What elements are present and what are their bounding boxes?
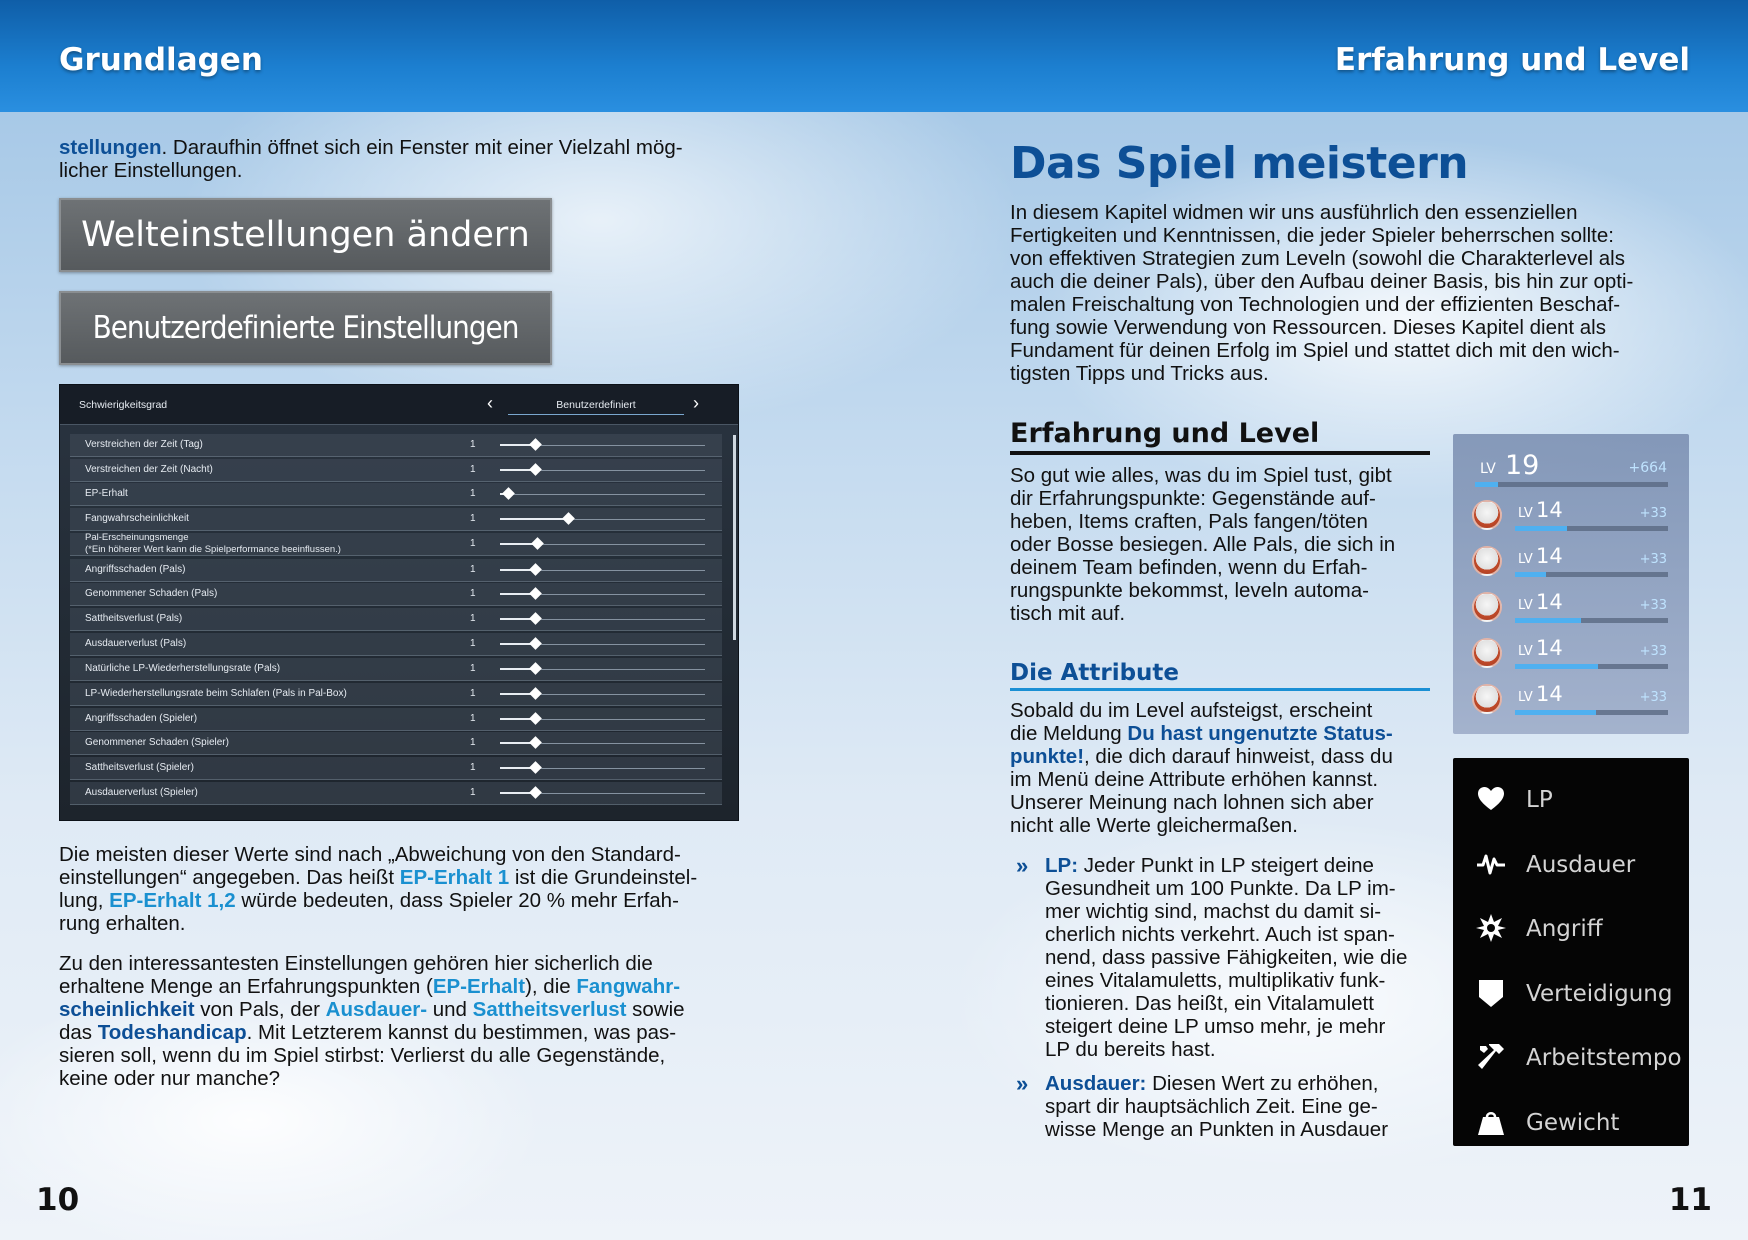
text: Die meisten dieser Werte sind nach „Abweichung von den Standard-	[59, 843, 681, 866]
scrollbar[interactable]	[733, 435, 736, 640]
slider-handle[interactable]	[502, 487, 515, 500]
chevron-left-icon[interactable]: ‹	[487, 393, 493, 413]
burst-icon	[1475, 912, 1507, 944]
text-line: wisse Menge an Punkten in Ausdauer	[1045, 1118, 1389, 1141]
pal-exp-fill	[1515, 526, 1567, 531]
shield-icon	[1475, 977, 1507, 1009]
intro-paragraph	[59, 136, 739, 182]
player-level: 19	[1505, 450, 1540, 481]
pal-lamball-icon	[1472, 638, 1502, 668]
pal-chikipi-icon	[1472, 684, 1502, 714]
custom-settings-button[interactable]: Benutzerdefinierte Einstellungen	[59, 291, 552, 365]
text: lung,	[59, 889, 110, 912]
text-line: So gut wie alles, was du im Spiel tust, gibt	[1010, 464, 1392, 487]
highlight: Fangwahr-	[576, 975, 681, 998]
setting-row[interactable]	[70, 533, 722, 556]
setting-row[interactable]	[70, 683, 722, 706]
setting-row[interactable]	[70, 608, 722, 631]
setting-label: Genommener Schaden (Pals)	[85, 588, 218, 599]
setting-row[interactable]	[70, 483, 722, 506]
text: , die dich darauf hinweist, dass du	[1084, 745, 1393, 768]
attribute-ausdauer[interactable]	[1453, 840, 1689, 890]
pal-exp-gain: +33	[1639, 690, 1667, 705]
setting-value: 1	[470, 663, 476, 674]
difficulty-label: Schwierigkeitsgrad	[79, 399, 168, 411]
settings-header	[60, 385, 739, 425]
text-line: tigsten Tipps und Tricks aus.	[1010, 362, 1269, 385]
text: einstellungen“ angegeben. Das heißt	[59, 866, 400, 889]
setting-label: Ausdauerverlust (Spieler)	[85, 787, 198, 798]
pal-exp-fill	[1515, 710, 1596, 715]
slider-handle[interactable]	[529, 761, 542, 774]
slider-fill	[500, 518, 568, 520]
text: das	[59, 1021, 98, 1044]
level-prefix: LV	[1480, 461, 1496, 477]
level-prefix: LV	[1518, 552, 1533, 567]
setting-value: 1	[470, 638, 476, 649]
setting-row[interactable]	[70, 559, 722, 582]
setting-row[interactable]	[70, 658, 722, 681]
bullet-marker: »	[1016, 853, 1029, 878]
setting-label: Natürliche LP-Wiederherstellungsrate (Pals)	[85, 663, 281, 674]
setting-label: Verstreichen der Zeit (Nacht)	[85, 464, 213, 475]
attribute-gewicht[interactable]	[1453, 1098, 1689, 1148]
slider-handle[interactable]	[529, 463, 542, 476]
slider-handle[interactable]	[529, 587, 542, 600]
experience-paragraph	[1010, 464, 1430, 625]
pal-exp-fill	[1515, 664, 1598, 669]
setting-label: Ausdauerverlust (Pals)	[85, 638, 187, 649]
text-line: In diesem Kapitel widmen wir uns ausführlich den essenziellen	[1010, 201, 1578, 224]
text-line: fung sowie Verwendung von Ressourcen. Dieses Kapitel dient als	[1010, 316, 1606, 339]
values-paragraph	[59, 843, 749, 935]
slider-handle[interactable]	[562, 512, 575, 525]
text-line: Diesen Wert zu erhöhen,	[1146, 1072, 1379, 1095]
pal-exp-fill	[1515, 572, 1546, 577]
pal-direhowl-icon	[1472, 546, 1502, 576]
setting-value: 1	[470, 713, 476, 724]
highlight: EP-Erhalt 1	[399, 866, 510, 889]
text-line: malen Freischaltung von Technologien und der effizienten Beschaf-	[1010, 293, 1621, 316]
text: sowie	[626, 998, 685, 1021]
bullet-marker: »	[1016, 1071, 1029, 1096]
attribute-label: LP	[1526, 787, 1553, 813]
pal-row	[1453, 679, 1689, 723]
difficulty-value[interactable]: Benutzerdefiniert	[508, 399, 684, 415]
text: Zu den interessantesten Einstellungen gehören hier sicherlich die	[59, 952, 653, 975]
setting-row[interactable]	[70, 782, 722, 805]
text-line: auch die deiner Pals), über den Aufbau deiner Basis, bis hin zur opti-	[1010, 270, 1634, 293]
text-line: oder Bosse besiegen. Alle Pals, die sich in	[1010, 533, 1396, 556]
pal-level: 14	[1536, 498, 1563, 522]
setting-row[interactable]	[70, 459, 722, 482]
header-right-title: Erfahrung und Level	[1334, 42, 1690, 78]
slider-handle[interactable]	[529, 563, 542, 576]
setting-value: 1	[470, 613, 476, 624]
setting-value: 1	[470, 588, 476, 599]
slider-handle[interactable]	[529, 612, 542, 625]
setting-value: 1	[470, 737, 476, 748]
interesting-settings-paragraph	[59, 952, 749, 1090]
text-line: dir Erfahrungspunkte: Gegenstände auf-	[1010, 487, 1376, 510]
text: erhaltene Menge an Erfahrungspunkten (	[59, 975, 433, 998]
text-line: Fertigkeiten und Kenntnissen, die jeder Spieler beherrschen sollte:	[1010, 224, 1614, 247]
text: keine oder nur manche?	[59, 1067, 281, 1090]
settings-panel	[59, 384, 739, 821]
intro-text-2: licher Einstellungen.	[59, 159, 243, 182]
attribute-lp[interactable]	[1453, 775, 1689, 825]
setting-row[interactable]	[70, 633, 722, 656]
setting-label-note: (*Ein höherer Wert kann die Spielperformance beeinflussen.)	[85, 544, 341, 555]
setting-value: 1	[470, 488, 476, 499]
text: würde bedeuten, dass Spieler 20 % mehr Erfah-	[235, 889, 679, 912]
setting-label: Angriffsschaden (Spieler)	[85, 713, 198, 724]
player-exp-bar	[1475, 482, 1668, 487]
pal-row	[1453, 633, 1689, 677]
text: von Pals, der	[194, 998, 326, 1021]
attribute-arbeitstempo[interactable]	[1453, 1033, 1689, 1083]
section-title: Erfahrung und Level	[1010, 418, 1430, 455]
highlight: scheinlichkeit	[59, 998, 195, 1021]
player-exp-fill	[1475, 482, 1498, 487]
level-prefix: LV	[1518, 506, 1533, 521]
slider-handle[interactable]	[529, 438, 542, 451]
highlight: Du hast ungenutzte Status-	[1127, 722, 1393, 745]
setting-value: 1	[470, 538, 476, 549]
setting-label: Verstreichen der Zeit (Tag)	[85, 439, 203, 450]
text-line: steigert deine LP umso mehr, je mehr	[1045, 1015, 1386, 1038]
text: Sobald du im Level aufsteigst, erscheint	[1010, 699, 1373, 722]
world-settings-button[interactable]: Welteinstellungen ändern	[59, 198, 552, 272]
text-line: Fundament für deinen Erfolg im Spiel und stattet dich mit den wich-	[1010, 339, 1620, 362]
setting-value: 1	[470, 762, 476, 773]
intro-highlight: stellungen	[59, 136, 162, 159]
text: im Menü deine Attribute erhöhen kannst.	[1010, 768, 1379, 791]
text-line: spart dir hauptsächlich Zeit. Eine ge-	[1045, 1095, 1378, 1118]
level-prefix: LV	[1518, 690, 1533, 705]
setting-label: Sattheitsverlust (Pals)	[85, 613, 183, 624]
pal-level: 14	[1536, 544, 1563, 568]
chevron-right-icon[interactable]: ›	[693, 393, 699, 413]
text: die Meldung	[1010, 722, 1128, 745]
chapter-title: Das Spiel meistern	[1010, 138, 1469, 189]
setting-label: Genommener Schaden (Spieler)	[85, 737, 229, 748]
pal-row	[1453, 587, 1689, 631]
chapter-intro	[1010, 201, 1690, 385]
setting-value: 1	[470, 688, 476, 699]
level-panel	[1453, 434, 1689, 734]
setting-value: 1	[470, 439, 476, 450]
bag-icon	[1475, 1106, 1507, 1138]
attributes-paragraph	[1010, 699, 1430, 837]
slider-track[interactable]	[500, 494, 705, 495]
pal-exp-gain: +33	[1639, 506, 1667, 521]
text: . Mit Letzterem kannst du bestimmen, was pas-	[246, 1021, 677, 1044]
pal-row	[1453, 495, 1689, 539]
setting-row[interactable]	[70, 732, 722, 755]
slider-handle[interactable]	[529, 662, 542, 675]
setting-label-main: Pal-Erscheinungsmenge	[85, 532, 189, 543]
subsection-title: Die Attribute	[1010, 660, 1430, 691]
text: rung erhalten.	[59, 912, 186, 935]
setting-label: Sattheitsverlust (Spieler)	[85, 762, 194, 773]
attribute-angriff[interactable]	[1453, 904, 1689, 954]
text-line: von effektiven Strategien zum Leveln (sowohl die Charakterlevel als	[1010, 247, 1625, 270]
highlight: Todeshandicap	[97, 1021, 247, 1044]
text: ist die Grundeinstel-	[509, 866, 698, 889]
text-line: nend, dass passive Fähigkeiten, wie die	[1045, 946, 1408, 969]
text-line: mer wichtig sind, machst du damit si-	[1045, 900, 1382, 923]
bullet-text	[1045, 1072, 1440, 1141]
text-line: LP du bereits hast.	[1045, 1038, 1216, 1061]
text: nicht alle Werte gleichermaßen.	[1010, 814, 1298, 837]
text: ), die	[525, 975, 577, 998]
setting-label: Fangwahrscheinlichkeit	[85, 513, 189, 524]
setting-label: EP-Erhalt	[85, 488, 128, 499]
pulse-icon	[1475, 848, 1507, 880]
highlight: EP-Erhalt 1,2	[109, 889, 236, 912]
attributes-panel	[1453, 758, 1689, 1146]
pal-exp-gain: +33	[1639, 552, 1667, 567]
attribute-label: Gewicht	[1526, 1109, 1620, 1136]
pal-exp-gain: +33	[1639, 644, 1667, 659]
pal-foxparks-icon	[1472, 592, 1502, 622]
player-level-row	[1453, 434, 1689, 486]
bullet-text	[1045, 854, 1440, 1061]
text-line: tionieren. Das heißt, ein Vitalamulett	[1045, 992, 1374, 1015]
pal-level: 14	[1536, 682, 1563, 706]
pal-row	[1453, 541, 1689, 585]
text-line: Gesundheit um 100 Punkte. Da LP im-	[1045, 877, 1396, 900]
setting-row[interactable]	[70, 757, 722, 780]
pal-exp-fill	[1515, 618, 1581, 623]
header-left-title: Grundlagen	[59, 42, 263, 78]
setting-value: 1	[470, 564, 476, 575]
setting-row[interactable]	[70, 708, 722, 731]
text-line: rungspunkte bekommst, leveln automa-	[1010, 579, 1369, 602]
pal-exp-gain: +33	[1639, 598, 1667, 613]
slider-handle[interactable]	[529, 687, 542, 700]
hammer-icon	[1475, 1041, 1507, 1073]
setting-row[interactable]	[70, 434, 722, 457]
pal-level: 14	[1536, 636, 1563, 660]
text-line: deinem Team befinden, wenn du Erfah-	[1010, 556, 1368, 579]
setting-label	[85, 532, 341, 556]
slider-handle[interactable]	[529, 637, 542, 650]
text-line: heben, Items craften, Pals fangen/töten	[1010, 510, 1368, 533]
text: sieren soll, wenn du im Spiel stirbst: Verlierst du alle Gegenstände,	[59, 1044, 666, 1067]
slider-handle[interactable]	[529, 736, 542, 749]
setting-row[interactable]	[70, 508, 722, 531]
player-exp-gain: +664	[1628, 460, 1667, 476]
pal-chikipi-icon	[1472, 500, 1502, 530]
setting-row[interactable]	[70, 583, 722, 606]
text-line: Jeder Punkt in LP steigert deine	[1078, 854, 1374, 877]
text-line: eines Vitalamuletts, multiplikativ funk-	[1045, 969, 1386, 992]
attribute-label: Verteidigung	[1526, 980, 1673, 1007]
level-prefix: LV	[1518, 644, 1533, 659]
bullet-label: LP:	[1045, 854, 1079, 877]
setting-label: LP-Wiederherstellungsrate beim Schlafen (Pals in Pal-Box)	[85, 688, 347, 699]
attribute-label: Ausdauer	[1526, 851, 1636, 878]
heart-icon	[1475, 783, 1507, 815]
highlight: EP-Erhalt	[432, 975, 526, 998]
bullet-label: Ausdauer:	[1045, 1072, 1147, 1095]
slider-handle[interactable]	[531, 537, 544, 550]
attribute-label: Angriff	[1526, 916, 1603, 942]
setting-label: Angriffsschaden (Pals)	[85, 564, 186, 575]
slider-handle[interactable]	[529, 786, 542, 799]
intro-text: . Daraufhin öffnet sich ein Fenster mit einer Vielzahl mög-	[161, 136, 683, 159]
text: Unserer Meinung nach lohnen sich aber	[1010, 791, 1374, 814]
page-number-left: 10	[36, 1182, 80, 1218]
text-line: cherlich nichts verkehrt. Auch ist span-	[1045, 923, 1395, 946]
highlight: punkte!	[1010, 745, 1085, 768]
level-prefix: LV	[1518, 598, 1533, 613]
setting-value: 1	[470, 513, 476, 524]
page-number-right: 11	[1668, 1182, 1712, 1218]
highlight: Ausdauer-	[325, 998, 428, 1021]
attribute-label: Arbeitstempo	[1526, 1045, 1682, 1071]
highlight: Sattheitsverlust	[472, 998, 627, 1021]
slider-handle[interactable]	[529, 712, 542, 725]
pal-level: 14	[1536, 590, 1563, 614]
text: und	[427, 998, 473, 1021]
text-line: tisch mit auf.	[1010, 602, 1126, 625]
attribute-verteidigung[interactable]	[1453, 969, 1689, 1019]
setting-value: 1	[470, 787, 476, 798]
setting-value: 1	[470, 464, 476, 475]
